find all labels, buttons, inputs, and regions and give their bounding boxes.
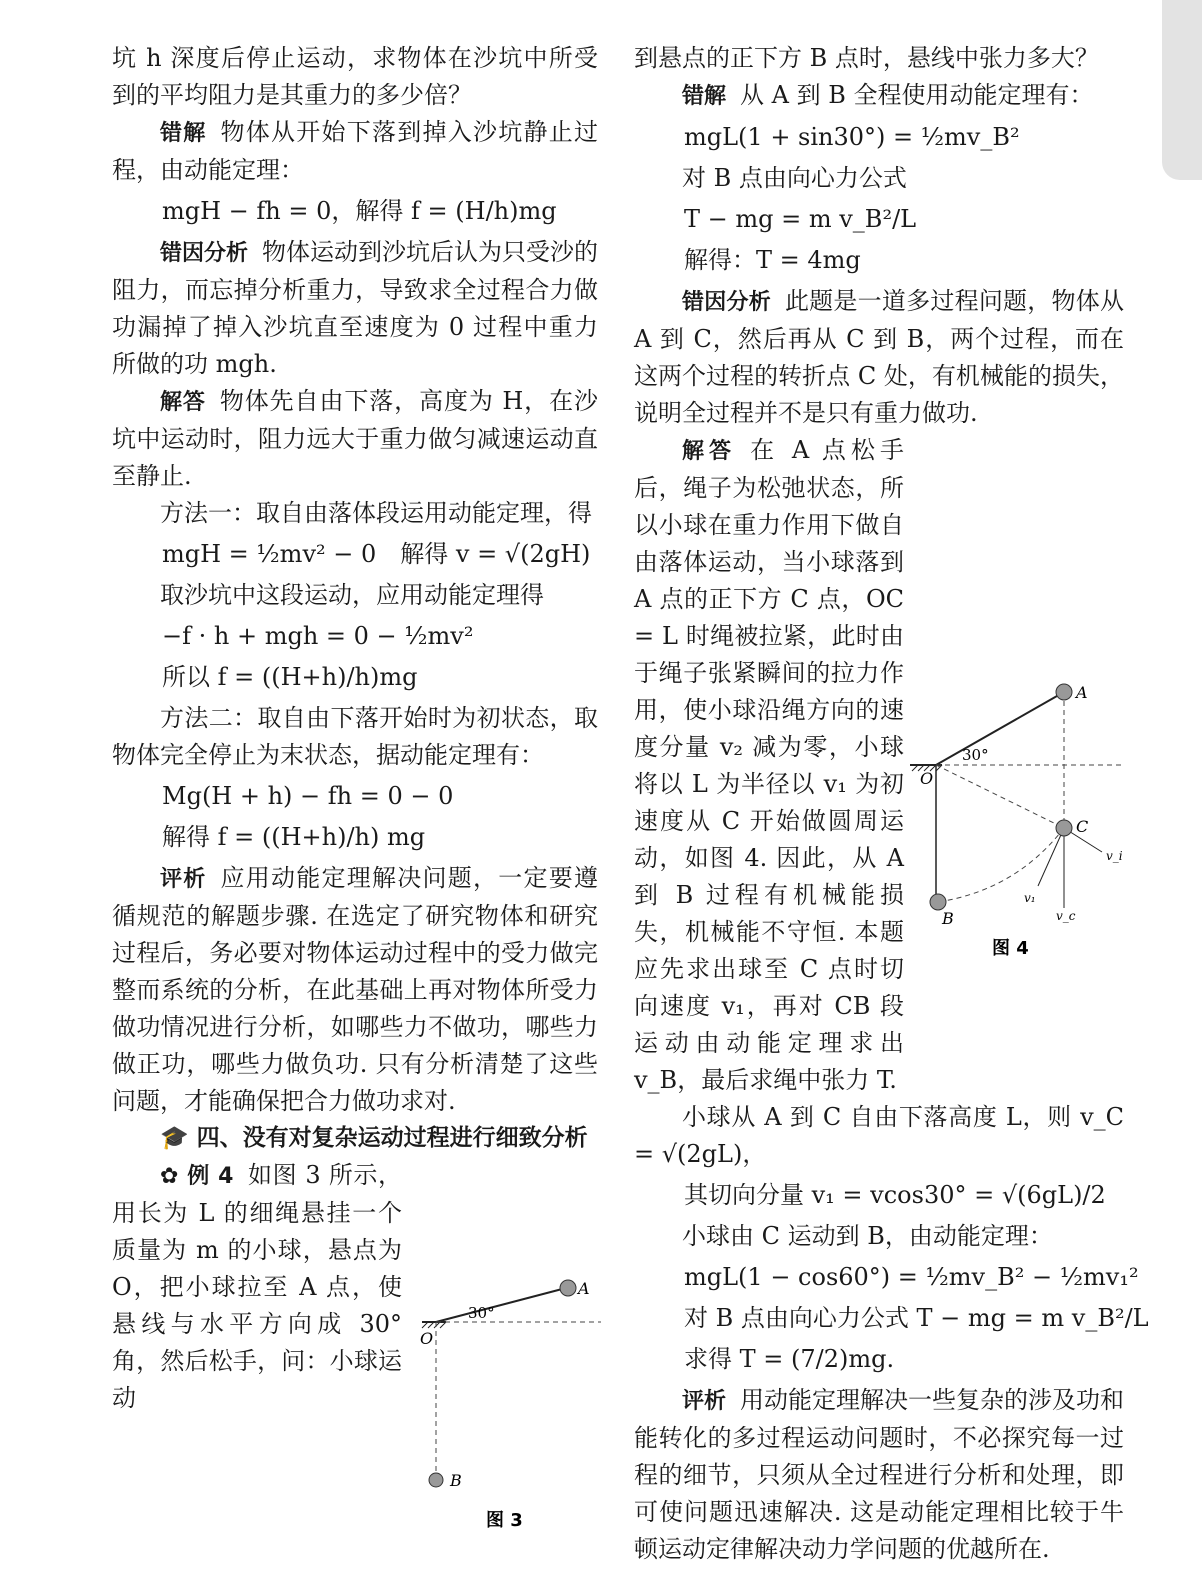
equation: 解得：T = 4mg [684,246,861,274]
label-vi: v_i [1106,849,1123,863]
example-4: ✿ 例 4 如图 3 所示，用长为 L 的细绳悬挂一个质量为 m 的小球，悬点为 O，把小球拉至 A 点，使悬线与水平方向成 30° 角，然后松手，问：小球运动 [112,1161,403,1412]
equation: Mg(H + h) − fh = 0 − 0 [162,782,454,810]
left-column [112,40,598,1417]
label-o: O [420,1329,434,1348]
label-a: A [578,1279,590,1298]
answer-label: 解答 [682,439,737,464]
equation: 对 B 点由向心力公式 T − mg = m v_B²/L [684,1304,1149,1332]
sand-segment: 取沙坑中这段运动，应用动能定理得 [160,581,544,609]
example-label: ✿ 例 4 [160,1164,234,1189]
problem-continuation: 坑 h 深度后停止运动，求物体在沙坑中所受到的平均阻力是其重力的多少倍？ [112,44,598,109]
angle-label: 30° [468,1304,495,1322]
answer-label: 解答 [160,390,206,415]
equation: T − mg = m v_B²/L [684,205,917,233]
method-one: 方法一：取自由落体段运用动能定理，得 [160,499,592,527]
figure-caption: 图 4 [992,938,1029,959]
equation: mgL(1 − cos60°) = ½mv_B² − ½mv₁² [684,1263,1139,1291]
review: 评析 用动能定理解决一些复杂的涉及功和能转化的多过程运动问题时，不必探究每一过程的细节，只须从全过程进行分析和处理，即可使问题迅速解决. 这是动能定理相比较于牛顿运动定律解决动力学问题的优越所在. [634,1386,1125,1563]
error-cause: 错因分析 此题是一道多过程问题，物体从 A 到 C，然后再从 C 到 B，两个过程，而在这两个过程的转折点 C 处，有机械能的损失，说明全过程并不是只有重力做功. [634,287,1124,427]
review-label: 评析 [160,867,207,892]
free-fall: 小球从 A 到 C 自由下落高度 L，则 v_C = √(2gL)， [634,1103,1124,1168]
figure-4 [906,680,1126,970]
wrong-solution: 错解 物体从开始下落到掉入沙坑静止过程，由动能定理： [112,118,598,184]
angle-label: 30° [962,746,989,764]
label-b: B [450,1471,462,1490]
wrong-solution: 错解 从 A 到 B 全程使用动能定理有： [682,81,1094,109]
equation: 解得 f = ((H+h)/h) mg [162,823,426,851]
label-vc: v_c [1056,909,1076,923]
cb-segment: 小球由 C 运动到 B，由动能定理： [682,1222,1053,1250]
equation: −f · h + mgh = 0 − ½mv² [162,622,474,650]
problem-continuation: 到悬点的正下方 B 点时，悬线中张力多大？ [634,44,1099,72]
wrong-solution-label: 错解 [160,121,207,146]
equation: 其切向分量 v₁ = vcos30° = √(6gL)/2 [684,1181,1106,1209]
answer: 解答 在 A 点松手后，绳子为松弛状态，所以小球在重力作用下做自由落体运动，当小球落到 A 点的正下方 C 点，OC = L 时绳被拉紧，此时由于绳子张紧瞬间的拉力作用，使小球沿绳方向的速度分量 v₂ 减为零，小球将以 L 为半径以 v₁ 为初速度从 C 开始做圆周运动，如图 4. 因此，从 A 到 B 过程有机械能损失，机械能不守恒. 本题应先求出球至 C 点时切向速度 v₁，再对 CB 段运动由动能定理求出 v_B，最后求绳中张力 T. [634,436,904,1094]
equation: 求得 T = (7/2)mg. [684,1345,895,1373]
method-two: 方法二：取自由下落开始时为初状态，取物体完全停止为末状态，据动能定理有： [112,704,598,769]
error-cause-label: 错因分析 [682,290,771,315]
equation: mgL(1 + sin30°) = ½mv_B² [684,123,1020,151]
section-heading: 🎓 四、没有对复杂运动过程进行细致分析 [160,1125,588,1151]
error-cause-label: 错因分析 [160,241,249,266]
review-label: 评析 [682,1389,727,1414]
equation: mgH = ½mv² − 0 解得 v = √(2gH) [162,540,591,568]
page-edge-tab [1162,0,1202,180]
label-c: C [1076,817,1089,836]
wrong-solution-label: 错解 [682,84,727,109]
label-b: B [942,909,954,928]
centripetal-note: 对 B 点由向心力公式 [682,164,907,192]
label-o: O [920,769,934,788]
review: 评析 应用动能定理解决问题，一定要遵循规范的解题步骤. 在选定了研究物体和研究过程后，务必要对物体运动过程中的受力做完整而系统的分析，在此基础上再对物体所受力做功情况进行分析，如哪些力不做功，哪些力做正功，哪些力做负功. 只有分析清楚了这些问题，才能确保把合力做功求对. [112,864,598,1115]
figure-3 [416,1268,606,1538]
label-v1: v₁ [1024,891,1036,905]
label-a: A [1076,683,1088,702]
graduation-cap-icon: 🎓 [160,1125,189,1151]
error-cause: 错因分析 物体运动到沙坑后认为只受沙的阻力，而忘掉分析重力，导致求全过程合力做功漏掉了掉入沙坑直至速度为 0 过程中重力所做的功 mgh. [112,238,599,378]
equation: mgH − fh = 0，解得 f = (H/h)mg [162,197,557,225]
figure-caption: 图 3 [486,1510,523,1531]
answer: 解答 物体先自由下落，高度为 H，在沙坑中运动时，阻力远大于重力做匀减速运动直至静止. [112,387,598,490]
equation: 所以 f = ((H+h)/h)mg [162,663,418,691]
